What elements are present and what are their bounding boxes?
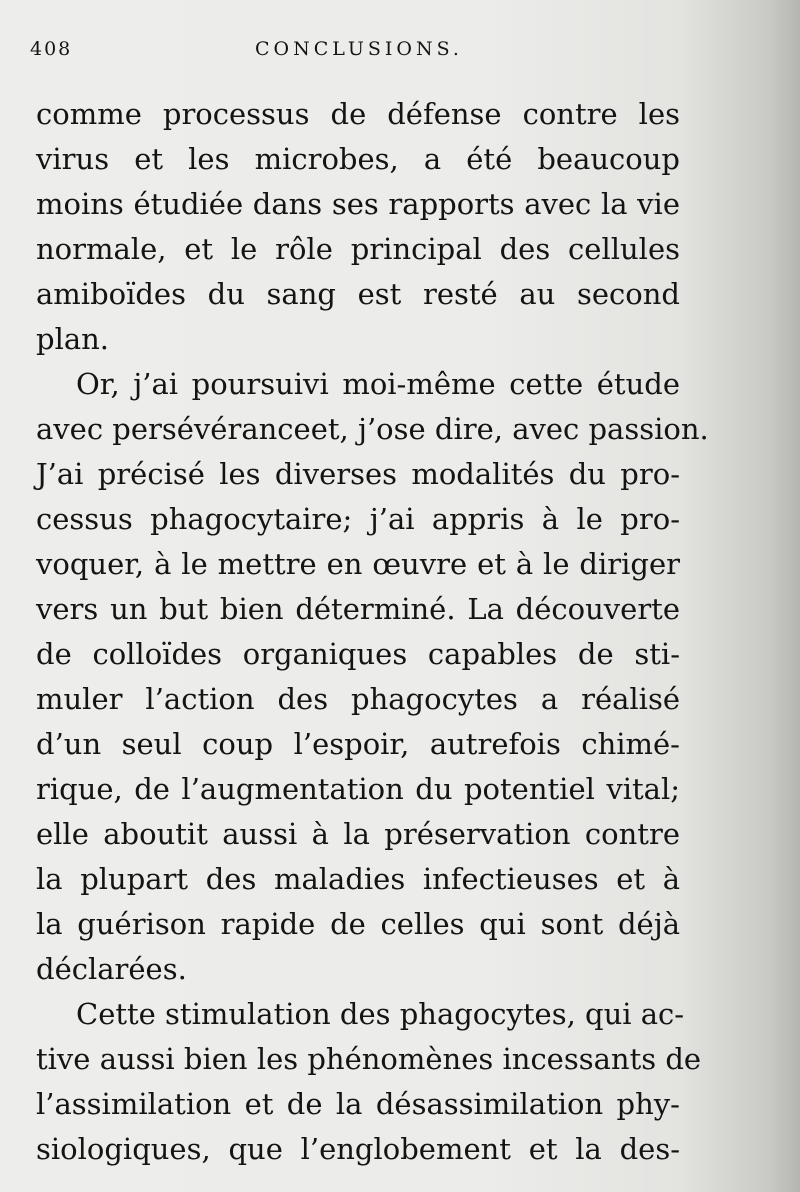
text-line: virus et les microbes, a été beaucoup	[36, 142, 680, 176]
text-line: voquer, à le mettre en œuvre et à le diriger	[36, 547, 680, 581]
text-line: vers un but bien déterminé. La découverte	[36, 592, 680, 626]
running-head: CONCLUSIONS.	[255, 38, 463, 60]
text-line: déclarées.	[36, 952, 187, 986]
text-line: rique, de l’augmentation du potentiel vital;	[36, 772, 680, 806]
body-text	[36, 92, 709, 1172]
text-line: avec persévéranceet, j’ose dire, avec passion.	[36, 412, 709, 446]
text-line: comme processus de défense contre les	[36, 97, 680, 131]
text-line: normale, et le rôle principal des cellules	[36, 232, 680, 266]
text-line: siologiques, que l’englobement et la des-	[36, 1132, 680, 1166]
text-line: amiboïdes du sang est resté au second	[36, 277, 680, 311]
text-line: plan.	[36, 322, 110, 356]
text-line: Or, j’ai poursuivi moi-même cette étude	[76, 367, 680, 401]
page-number: 408	[30, 38, 73, 60]
text-line: la plupart des maladies infectieuses et à	[36, 862, 680, 896]
text-line: muler l’action des phagocytes a réalisé	[36, 682, 680, 716]
text-line: cessus phagocytaire; j’ai appris à le pro-	[36, 502, 680, 536]
text-line: la guérison rapide de celles qui sont déjà	[36, 907, 680, 941]
text-line: tive aussi bien les phénomènes incessants de	[36, 1042, 702, 1076]
page-header	[30, 38, 590, 70]
text-line: elle aboutit aussi à la préservation contre	[36, 817, 680, 851]
text-line: J’ai précisé les diverses modalités du pro-	[36, 457, 680, 491]
text-line: moins étudiée dans ses rapports avec la vie	[36, 187, 680, 221]
text-line: d’un seul coup l’espoir, autrefois chimé-	[36, 727, 680, 761]
text-line: de colloïdes organiques capables de sti-	[36, 637, 680, 671]
text-line: Cette stimulation des phagocytes, qui ac-	[76, 997, 685, 1031]
text-line: l’assimilation et de la désassimilation phy-	[36, 1087, 680, 1121]
